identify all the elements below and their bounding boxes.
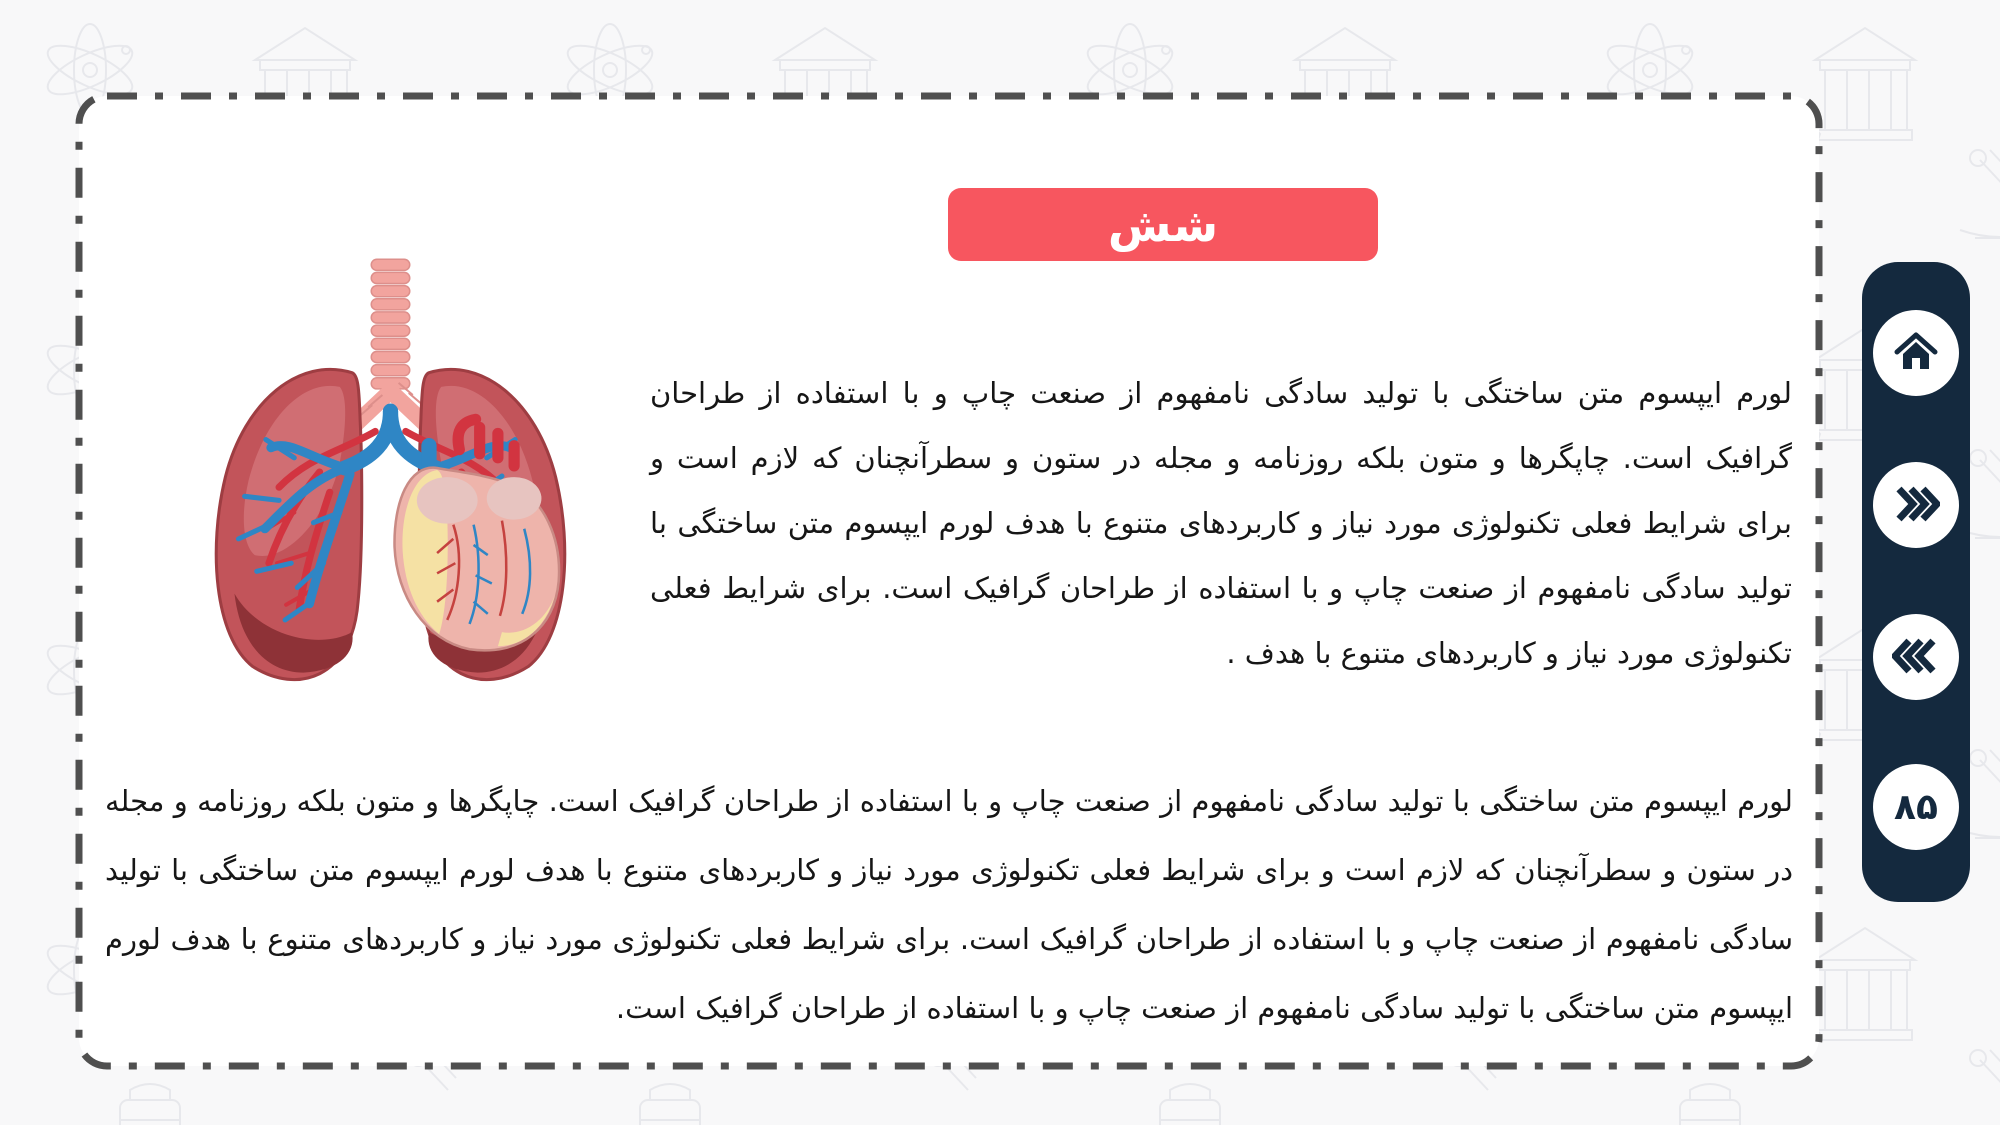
slide-card: [75, 92, 1823, 1070]
navigation-sidebar: [1862, 262, 1970, 902]
chevrons-right-icon: [1892, 480, 1940, 531]
chevrons-left-icon: [1892, 632, 1940, 683]
lungs-illustration: [198, 258, 583, 686]
slide-title-label: شش: [1107, 197, 1219, 252]
previous-slide-button[interactable]: [1873, 614, 1959, 700]
next-slide-button[interactable]: [1873, 462, 1959, 548]
bottom-paragraph: لورم ایپسوم متن ساختگی با تولید سادگی نامفهوم از صنعت چاپ و با استفاده از طراحان گرافیک است. چاپگرها و متون بلکه روزنامه و مجله در ستون و سطرآنچنان که لازم است و برای شرایط فعلی تکنولوژی مورد نیاز و کاربردهای متنوع با هدف لورم ایپسوم متن ساختگی با تولید سادگی نامفهوم از صنعت چاپ و با استفاده از طراحان گرافیک است. برای شرایط فعلی تکنولوژی مورد نیاز و کاربردهای متنوع با هدف لورم ایپسوم متن ساختگی با تولید سادگی نامفهوم از صنعت چاپ و با استفاده از طراحان گرافیک است.: [105, 784, 1793, 1025]
side-paragraph: لورم ایپسوم متن ساختگی با تولید سادگی نامفهوم از صنعت چاپ و با استفاده از طراحان گرافیک است. چاپگرها و متون بلکه روزنامه و مجله در ستون و سطرآنچنان که لازم است و برای شرایط فعلی تکنولوژی مورد نیاز و کاربردهای متنوع با هدف لورم ایپسوم متن ساختگی با تولید سادگی نامفهوم از صنعت چاپ و با استفاده از طراحان گرافیک است. برای شرایط فعلی تکنولوژی مورد نیاز و کاربردهای متنوع با هدف .: [650, 376, 1792, 670]
home-button[interactable]: [1873, 310, 1959, 396]
slide-title-badge: [948, 188, 1378, 261]
home-icon: [1892, 328, 1940, 379]
page-number-badge: [1873, 764, 1959, 850]
page-number-label: ۸۵: [1894, 787, 1938, 828]
